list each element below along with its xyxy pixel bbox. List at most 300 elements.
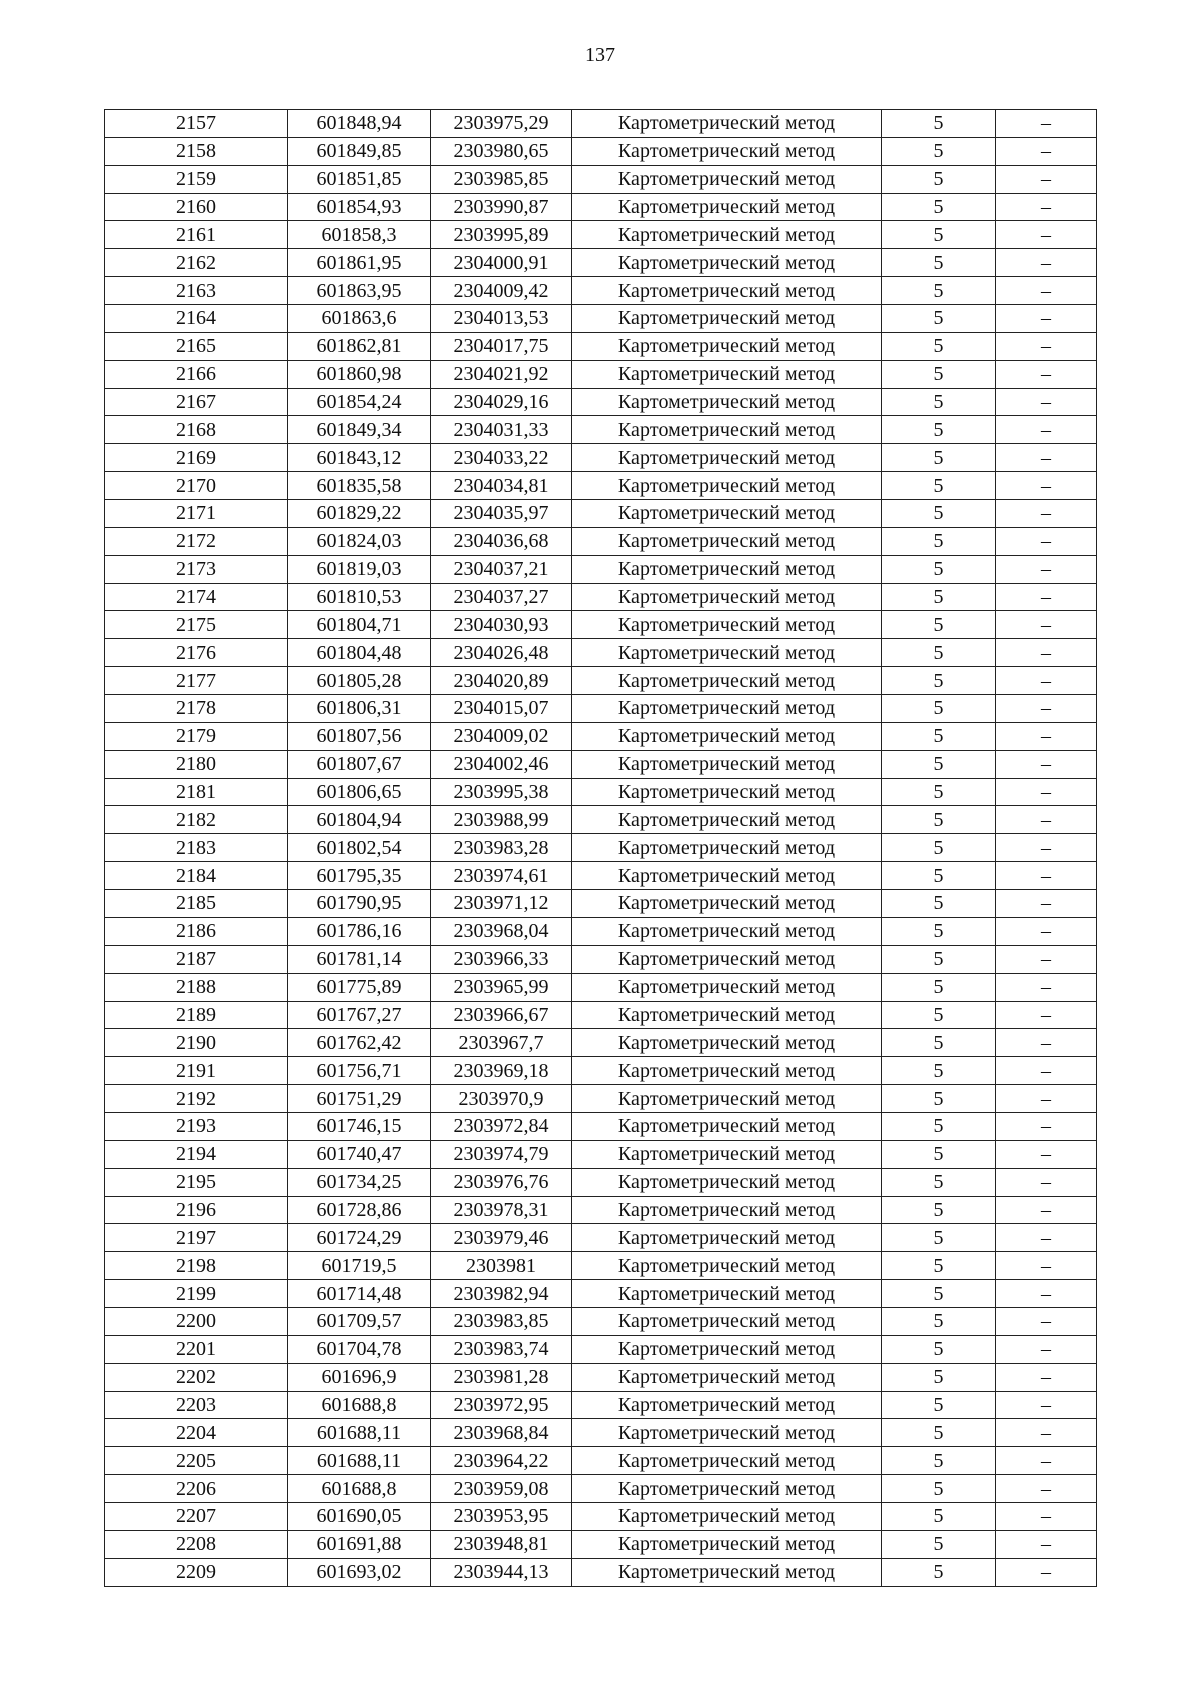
x-coordinate-cell: 601849,85 (288, 137, 431, 165)
accuracy-cell: 5 (882, 1168, 996, 1196)
x-coordinate-cell: 601806,31 (288, 695, 431, 723)
x-coordinate-cell: 601775,89 (288, 973, 431, 1001)
x-coordinate-cell: 601860,98 (288, 360, 431, 388)
method-cell: Картометрический метод (572, 1502, 882, 1530)
table-row (105, 806, 1097, 834)
x-coordinate-cell: 601786,16 (288, 917, 431, 945)
point-number-cell: 2180 (105, 750, 288, 778)
accuracy-cell: 5 (882, 137, 996, 165)
y-coordinate-cell: 2303968,04 (431, 917, 572, 945)
table-row (105, 667, 1097, 695)
accuracy-cell: 5 (882, 1307, 996, 1335)
description-cell: – (996, 1363, 1097, 1391)
table-row (105, 360, 1097, 388)
accuracy-cell: 5 (882, 695, 996, 723)
description-cell: – (996, 1001, 1097, 1029)
point-number-cell: 2168 (105, 416, 288, 444)
y-coordinate-cell: 2304021,92 (431, 360, 572, 388)
table-row (105, 945, 1097, 973)
method-cell: Картометрический метод (572, 834, 882, 862)
description-cell: – (996, 332, 1097, 360)
accuracy-cell: 5 (882, 193, 996, 221)
x-coordinate-cell: 601693,02 (288, 1558, 431, 1586)
method-cell: Картометрический метод (572, 1196, 882, 1224)
table-row (105, 1252, 1097, 1280)
x-coordinate-cell: 601756,71 (288, 1057, 431, 1085)
description-cell: – (996, 1140, 1097, 1168)
point-number-cell: 2191 (105, 1057, 288, 1085)
x-coordinate-cell: 601688,11 (288, 1419, 431, 1447)
table-row (105, 193, 1097, 221)
x-coordinate-cell: 601861,95 (288, 249, 431, 277)
description-cell: – (996, 416, 1097, 444)
table-row (105, 1447, 1097, 1475)
point-number-cell: 2162 (105, 249, 288, 277)
method-cell: Картометрический метод (572, 1112, 882, 1140)
table-row (105, 1224, 1097, 1252)
description-cell: – (996, 890, 1097, 918)
point-number-cell: 2183 (105, 834, 288, 862)
description-cell: – (996, 193, 1097, 221)
description-cell: – (996, 1280, 1097, 1308)
method-cell: Картометрический метод (572, 973, 882, 1001)
description-cell: – (996, 1168, 1097, 1196)
y-coordinate-cell: 2303978,31 (431, 1196, 572, 1224)
method-cell: Картометрический метод (572, 1558, 882, 1586)
method-cell: Картометрический метод (572, 193, 882, 221)
y-coordinate-cell: 2303990,87 (431, 193, 572, 221)
method-cell: Картометрический метод (572, 472, 882, 500)
y-coordinate-cell: 2304017,75 (431, 332, 572, 360)
method-cell: Картометрический метод (572, 1224, 882, 1252)
y-coordinate-cell: 2303953,95 (431, 1502, 572, 1530)
accuracy-cell: 5 (882, 1363, 996, 1391)
table-row (105, 1085, 1097, 1113)
table-row (105, 500, 1097, 528)
table-row (105, 1475, 1097, 1503)
method-cell: Картометрический метод (572, 332, 882, 360)
description-cell: – (996, 1112, 1097, 1140)
method-cell: Картометрический метод (572, 917, 882, 945)
y-coordinate-cell: 2303969,18 (431, 1057, 572, 1085)
page-number: 137 (585, 44, 615, 66)
table-row (105, 890, 1097, 918)
method-cell: Картометрический метод (572, 1001, 882, 1029)
table-row (105, 1530, 1097, 1558)
point-number-cell: 2160 (105, 193, 288, 221)
description-cell: – (996, 1029, 1097, 1057)
x-coordinate-cell: 601691,88 (288, 1530, 431, 1558)
description-cell: – (996, 1196, 1097, 1224)
table-row (105, 750, 1097, 778)
y-coordinate-cell: 2303967,7 (431, 1029, 572, 1057)
method-cell: Картометрический метод (572, 277, 882, 305)
point-number-cell: 2182 (105, 806, 288, 834)
accuracy-cell: 5 (882, 221, 996, 249)
point-number-cell: 2167 (105, 388, 288, 416)
table-row (105, 388, 1097, 416)
description-cell: – (996, 695, 1097, 723)
y-coordinate-cell: 2304026,48 (431, 639, 572, 667)
y-coordinate-cell: 2303981 (431, 1252, 572, 1280)
point-number-cell: 2197 (105, 1224, 288, 1252)
y-coordinate-cell: 2303995,89 (431, 221, 572, 249)
y-coordinate-cell: 2304035,97 (431, 500, 572, 528)
table-row (105, 1029, 1097, 1057)
description-cell: – (996, 472, 1097, 500)
y-coordinate-cell: 2303985,85 (431, 165, 572, 193)
x-coordinate-cell: 601863,95 (288, 277, 431, 305)
accuracy-cell: 5 (882, 667, 996, 695)
y-coordinate-cell: 2303995,38 (431, 778, 572, 806)
point-number-cell: 2181 (105, 778, 288, 806)
x-coordinate-cell: 601802,54 (288, 834, 431, 862)
y-coordinate-cell: 2304013,53 (431, 305, 572, 333)
method-cell: Картометрический метод (572, 583, 882, 611)
x-coordinate-cell: 601688,8 (288, 1391, 431, 1419)
x-coordinate-cell: 601804,71 (288, 611, 431, 639)
x-coordinate-cell: 601714,48 (288, 1280, 431, 1308)
point-number-cell: 2201 (105, 1335, 288, 1363)
method-cell: Картометрический метод (572, 750, 882, 778)
table-row (105, 555, 1097, 583)
accuracy-cell: 5 (882, 388, 996, 416)
method-cell: Картометрический метод (572, 1280, 882, 1308)
y-coordinate-cell: 2303966,67 (431, 1001, 572, 1029)
accuracy-cell: 5 (882, 277, 996, 305)
accuracy-cell: 5 (882, 1196, 996, 1224)
table-row (105, 249, 1097, 277)
description-cell: – (996, 1475, 1097, 1503)
accuracy-cell: 5 (882, 527, 996, 555)
method-cell: Картометрический метод (572, 611, 882, 639)
description-cell: – (996, 722, 1097, 750)
accuracy-cell: 5 (882, 806, 996, 834)
accuracy-cell: 5 (882, 750, 996, 778)
table-row (105, 1057, 1097, 1085)
point-number-cell: 2178 (105, 695, 288, 723)
y-coordinate-cell: 2303964,22 (431, 1447, 572, 1475)
table-row (105, 862, 1097, 890)
table-row (105, 444, 1097, 472)
y-coordinate-cell: 2304031,33 (431, 416, 572, 444)
method-cell: Картометрический метод (572, 527, 882, 555)
table-row (105, 332, 1097, 360)
method-cell: Картометрический метод (572, 1475, 882, 1503)
point-number-cell: 2200 (105, 1307, 288, 1335)
table-row (105, 1502, 1097, 1530)
x-coordinate-cell: 601709,57 (288, 1307, 431, 1335)
description-cell: – (996, 639, 1097, 667)
x-coordinate-cell: 601704,78 (288, 1335, 431, 1363)
table-row (105, 1558, 1097, 1586)
method-cell: Картометрический метод (572, 778, 882, 806)
description-cell: – (996, 277, 1097, 305)
accuracy-cell: 5 (882, 1530, 996, 1558)
table-row (105, 722, 1097, 750)
description-cell: – (996, 750, 1097, 778)
table-row (105, 472, 1097, 500)
description-cell: – (996, 1252, 1097, 1280)
accuracy-cell: 5 (882, 555, 996, 583)
table-row (105, 1363, 1097, 1391)
accuracy-cell: 5 (882, 1502, 996, 1530)
point-number-cell: 2163 (105, 277, 288, 305)
x-coordinate-cell: 601719,5 (288, 1252, 431, 1280)
point-number-cell: 2172 (105, 527, 288, 555)
description-cell: – (996, 1057, 1097, 1085)
point-number-cell: 2165 (105, 332, 288, 360)
point-number-cell: 2179 (105, 722, 288, 750)
point-number-cell: 2209 (105, 1558, 288, 1586)
accuracy-cell: 5 (882, 890, 996, 918)
table-row (105, 1419, 1097, 1447)
y-coordinate-cell: 2303959,08 (431, 1475, 572, 1503)
method-cell: Картометрический метод (572, 110, 882, 138)
description-cell: – (996, 444, 1097, 472)
coordinates-table-body (105, 110, 1097, 1587)
x-coordinate-cell: 601790,95 (288, 890, 431, 918)
table-row (105, 1112, 1097, 1140)
accuracy-cell: 5 (882, 917, 996, 945)
method-cell: Картометрический метод (572, 221, 882, 249)
description-cell: – (996, 973, 1097, 1001)
y-coordinate-cell: 2303975,29 (431, 110, 572, 138)
point-number-cell: 2205 (105, 1447, 288, 1475)
accuracy-cell: 5 (882, 249, 996, 277)
x-coordinate-cell: 601804,48 (288, 639, 431, 667)
x-coordinate-cell: 601767,27 (288, 1001, 431, 1029)
description-cell: – (996, 249, 1097, 277)
description-cell: – (996, 583, 1097, 611)
y-coordinate-cell: 2303983,28 (431, 834, 572, 862)
table-row (105, 165, 1097, 193)
method-cell: Картометрический метод (572, 639, 882, 667)
y-coordinate-cell: 2304030,93 (431, 611, 572, 639)
method-cell: Картометрический метод (572, 1057, 882, 1085)
table-row (105, 110, 1097, 138)
y-coordinate-cell: 2303966,33 (431, 945, 572, 973)
method-cell: Картометрический метод (572, 360, 882, 388)
table-row (105, 221, 1097, 249)
accuracy-cell: 5 (882, 778, 996, 806)
point-number-cell: 2177 (105, 667, 288, 695)
y-coordinate-cell: 2304000,91 (431, 249, 572, 277)
method-cell: Картометрический метод (572, 500, 882, 528)
point-number-cell: 2164 (105, 305, 288, 333)
point-number-cell: 2175 (105, 611, 288, 639)
method-cell: Картометрический метод (572, 1140, 882, 1168)
point-number-cell: 2206 (105, 1475, 288, 1503)
table-row (105, 778, 1097, 806)
table-row (105, 1335, 1097, 1363)
accuracy-cell: 5 (882, 1447, 996, 1475)
x-coordinate-cell: 601854,93 (288, 193, 431, 221)
method-cell: Картометрический метод (572, 1419, 882, 1447)
accuracy-cell: 5 (882, 1475, 996, 1503)
description-cell: – (996, 862, 1097, 890)
description-cell: – (996, 834, 1097, 862)
method-cell: Картометрический метод (572, 388, 882, 416)
method-cell: Картометрический метод (572, 137, 882, 165)
point-number-cell: 2207 (105, 1502, 288, 1530)
description-cell: – (996, 1335, 1097, 1363)
coordinates-table (104, 109, 1097, 1587)
point-number-cell: 2170 (105, 472, 288, 500)
accuracy-cell: 5 (882, 165, 996, 193)
accuracy-cell: 5 (882, 1391, 996, 1419)
method-cell: Картометрический метод (572, 305, 882, 333)
accuracy-cell: 5 (882, 444, 996, 472)
y-coordinate-cell: 2303988,99 (431, 806, 572, 834)
method-cell: Картометрический метод (572, 1029, 882, 1057)
point-number-cell: 2198 (105, 1252, 288, 1280)
description-cell: – (996, 1085, 1097, 1113)
description-cell: – (996, 305, 1097, 333)
table-row (105, 639, 1097, 667)
table-row (105, 834, 1097, 862)
description-cell: – (996, 221, 1097, 249)
y-coordinate-cell: 2303974,79 (431, 1140, 572, 1168)
y-coordinate-cell: 2303979,46 (431, 1224, 572, 1252)
method-cell: Картометрический метод (572, 555, 882, 583)
method-cell: Картометрический метод (572, 1447, 882, 1475)
table-row (105, 1307, 1097, 1335)
x-coordinate-cell: 601688,8 (288, 1475, 431, 1503)
point-number-cell: 2189 (105, 1001, 288, 1029)
method-cell: Картометрический метод (572, 722, 882, 750)
description-cell: – (996, 110, 1097, 138)
x-coordinate-cell: 601724,29 (288, 1224, 431, 1252)
point-number-cell: 2174 (105, 583, 288, 611)
x-coordinate-cell: 601762,42 (288, 1029, 431, 1057)
y-coordinate-cell: 2304009,42 (431, 277, 572, 305)
method-cell: Картометрический метод (572, 862, 882, 890)
point-number-cell: 2185 (105, 890, 288, 918)
point-number-cell: 2193 (105, 1112, 288, 1140)
accuracy-cell: 5 (882, 834, 996, 862)
table-row (105, 305, 1097, 333)
point-number-cell: 2161 (105, 221, 288, 249)
description-cell: – (996, 555, 1097, 583)
method-cell: Картометрический метод (572, 1307, 882, 1335)
point-number-cell: 2204 (105, 1419, 288, 1447)
accuracy-cell: 5 (882, 360, 996, 388)
point-number-cell: 2187 (105, 945, 288, 973)
y-coordinate-cell: 2303965,99 (431, 973, 572, 1001)
method-cell: Картометрический метод (572, 444, 882, 472)
table-row (105, 137, 1097, 165)
method-cell: Картометрический метод (572, 1168, 882, 1196)
x-coordinate-cell: 601848,94 (288, 110, 431, 138)
y-coordinate-cell: 2303948,81 (431, 1530, 572, 1558)
x-coordinate-cell: 601751,29 (288, 1085, 431, 1113)
x-coordinate-cell: 601807,56 (288, 722, 431, 750)
x-coordinate-cell: 601734,25 (288, 1168, 431, 1196)
point-number-cell: 2195 (105, 1168, 288, 1196)
x-coordinate-cell: 601740,47 (288, 1140, 431, 1168)
point-number-cell: 2157 (105, 110, 288, 138)
x-coordinate-cell: 601781,14 (288, 945, 431, 973)
table-row (105, 416, 1097, 444)
x-coordinate-cell: 601863,6 (288, 305, 431, 333)
x-coordinate-cell: 601819,03 (288, 555, 431, 583)
y-coordinate-cell: 2304015,07 (431, 695, 572, 723)
table-row (105, 1280, 1097, 1308)
table-row (105, 695, 1097, 723)
point-number-cell: 2203 (105, 1391, 288, 1419)
description-cell: – (996, 527, 1097, 555)
y-coordinate-cell: 2304036,68 (431, 527, 572, 555)
description-cell: – (996, 778, 1097, 806)
accuracy-cell: 5 (882, 110, 996, 138)
y-coordinate-cell: 2303980,65 (431, 137, 572, 165)
y-coordinate-cell: 2304037,21 (431, 555, 572, 583)
accuracy-cell: 5 (882, 305, 996, 333)
table-row (105, 583, 1097, 611)
table-row (105, 277, 1097, 305)
x-coordinate-cell: 601804,94 (288, 806, 431, 834)
point-number-cell: 2188 (105, 973, 288, 1001)
x-coordinate-cell: 601688,11 (288, 1447, 431, 1475)
accuracy-cell: 5 (882, 973, 996, 1001)
accuracy-cell: 5 (882, 1280, 996, 1308)
table-row (105, 1168, 1097, 1196)
accuracy-cell: 5 (882, 1252, 996, 1280)
x-coordinate-cell: 601807,67 (288, 750, 431, 778)
point-number-cell: 2176 (105, 639, 288, 667)
x-coordinate-cell: 601728,86 (288, 1196, 431, 1224)
point-number-cell: 2171 (105, 500, 288, 528)
x-coordinate-cell: 601851,85 (288, 165, 431, 193)
point-number-cell: 2173 (105, 555, 288, 583)
description-cell: – (996, 1224, 1097, 1252)
y-coordinate-cell: 2303983,74 (431, 1335, 572, 1363)
method-cell: Картометрический метод (572, 667, 882, 695)
accuracy-cell: 5 (882, 1001, 996, 1029)
x-coordinate-cell: 601849,34 (288, 416, 431, 444)
y-coordinate-cell: 2304034,81 (431, 472, 572, 500)
description-cell: – (996, 360, 1097, 388)
y-coordinate-cell: 2303971,12 (431, 890, 572, 918)
accuracy-cell: 5 (882, 583, 996, 611)
accuracy-cell: 5 (882, 1140, 996, 1168)
y-coordinate-cell: 2303983,85 (431, 1307, 572, 1335)
y-coordinate-cell: 2304037,27 (431, 583, 572, 611)
x-coordinate-cell: 601835,58 (288, 472, 431, 500)
description-cell: – (996, 1419, 1097, 1447)
method-cell: Картометрический метод (572, 1391, 882, 1419)
method-cell: Картометрический метод (572, 695, 882, 723)
accuracy-cell: 5 (882, 722, 996, 750)
x-coordinate-cell: 601824,03 (288, 527, 431, 555)
accuracy-cell: 5 (882, 1558, 996, 1586)
y-coordinate-cell: 2303968,84 (431, 1419, 572, 1447)
accuracy-cell: 5 (882, 1335, 996, 1363)
point-number-cell: 2159 (105, 165, 288, 193)
accuracy-cell: 5 (882, 945, 996, 973)
table-row (105, 1196, 1097, 1224)
accuracy-cell: 5 (882, 472, 996, 500)
accuracy-cell: 5 (882, 862, 996, 890)
x-coordinate-cell: 601795,35 (288, 862, 431, 890)
point-number-cell: 2194 (105, 1140, 288, 1168)
description-cell: – (996, 917, 1097, 945)
point-number-cell: 2186 (105, 917, 288, 945)
description-cell: – (996, 1530, 1097, 1558)
x-coordinate-cell: 601843,12 (288, 444, 431, 472)
description-cell: – (996, 1502, 1097, 1530)
